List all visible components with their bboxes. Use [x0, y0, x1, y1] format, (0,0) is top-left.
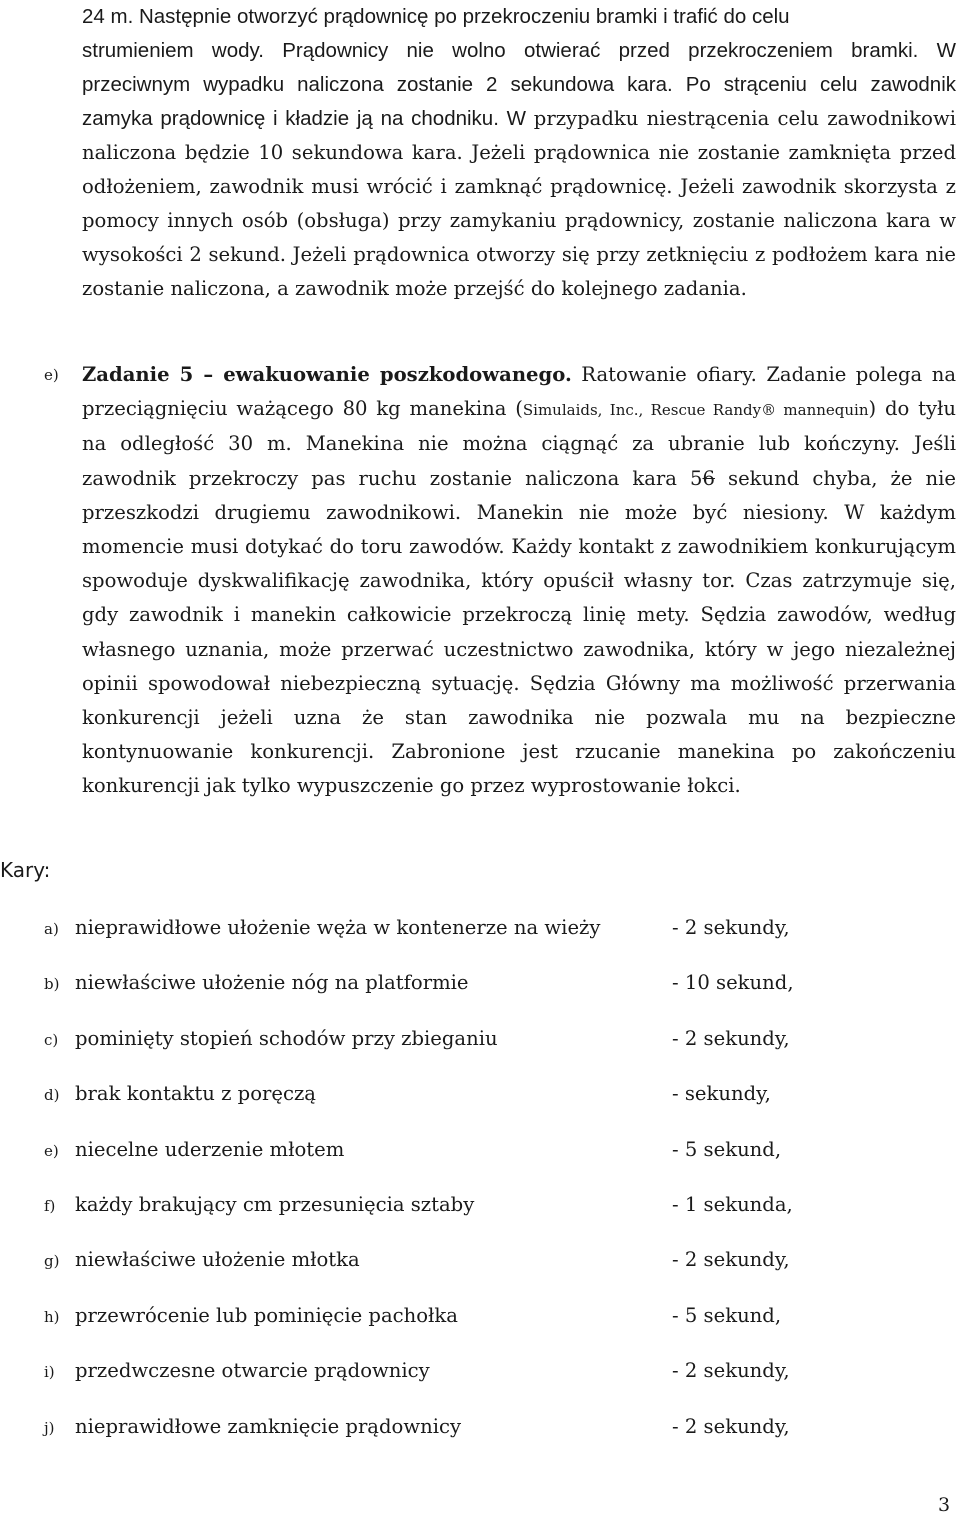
penalty-value: - sekundy, — [672, 1082, 771, 1106]
penalty-value: - 2 sekundy, — [672, 1359, 790, 1383]
penalty-text: nieprawidłowe zamknięcie prądownicy — [75, 1414, 462, 1438]
penalty-label: e) — [44, 1141, 59, 1160]
section-e-text-6: sekund chyba, że nie przeszkodzi drugiemu zawodnikowi. Manekin nie może być niesiony. W każdym momencie musi dotykać do toru zawodów. Każdy kontakt z zawodnikiem konkurującym spowoduje dyskwalifikację zawodnika, który opuścił własny tor. Czas zatrzymuje się, gdy zawodnik i manekin całkowicie przekroczą linię mety. Sędzia zawodów, według własnego uznania, może przerwać uczestnictwo zawodnika, który w jego niezależnej opinii spowodował niebezpieczną sytuację. Sędzia Główny ma możliwość przerwania konkurencji jeżeli uzna że stan zawodnika nie pozwala mu na bezpieczne kontynuowanie konkurencji. Zabronione jest rzucanie manekina po zakończeniu konkurencji jak tylko wypuszczenie go przez wyprostowanie łokci. — [82, 466, 956, 798]
penalty-text: każdy brakujący cm przesunięcia sztaby — [75, 1192, 475, 1216]
section-e-text-5: ) do tyłu na odległość 30 m. Manekina nie można ciągnąć za ubranie lub kończyny. Jeśli zawodnik przekroczy pas ruchu zostanie naliczona kara 5 — [82, 397, 956, 490]
section-e-text-1: Ratowanie ofiary. Zadanie polega na przeciągnięciu ważącego 80 kg manekina ( — [82, 363, 957, 421]
penalty-value: - 5 sekund, — [672, 1137, 782, 1161]
top-paragraph-line-1: 24 m. Następnie otworzyć prądownicę po przekroczeniu bramki i trafić do celu — [82, 5, 790, 28]
penalty-label: c) — [44, 1030, 59, 1049]
penalty-label: a) — [44, 920, 59, 938]
penalty-item — [44, 1299, 924, 1354]
penalty-item — [44, 1077, 924, 1132]
section-e-text-3: , Rescue Randy — [638, 401, 762, 420]
penalty-item — [44, 966, 924, 1021]
top-paragraph-text-serif: przypadku niestrącenia celu zawodnikowi naliczona będzie 10 sekundowa kara. Jeżeli prądownica nie zostanie zamknięta przed odłożeniem, zawodnik musi wrócić i zamknąć prądownicę. Jeżeli zawodnik skorzysta z pomocy innych osób (obsługa) przy zamykaniu prądownicy, zostanie naliczona kara w wysokości 2 sekund. Jeżeli prądownica otworzy się przy zetknięciu z podłożem kara nie zostanie naliczona, a zawodnik może przejść do kolejnego zadania. — [82, 107, 956, 300]
top-paragraph — [82, 0, 956, 306]
penalty-label: g) — [44, 1252, 60, 1271]
penalty-item — [44, 1354, 924, 1409]
penalty-label: f) — [44, 1196, 56, 1215]
penalty-text: niewłaściwe ułożenie nóg na platformie — [75, 971, 469, 995]
penalty-label: b) — [44, 975, 60, 994]
penalties-list — [44, 911, 924, 1465]
penalty-item — [44, 1243, 924, 1298]
penalty-item — [44, 1133, 924, 1188]
penalty-label: d) — [44, 1086, 60, 1105]
penalty-text: nieprawidłowe ułożenie węża w kontenerze na wieży — [75, 916, 601, 939]
penalty-item — [44, 1188, 924, 1243]
penalty-item — [44, 1022, 924, 1077]
section-e-title: Zadanie 5 – ewakuowanie poszkodowanego. — [82, 363, 572, 386]
penalty-value: - 2 sekundy, — [672, 1026, 790, 1050]
section-e-task-5 — [44, 358, 956, 804]
section-e-text-4: ® mannequin — [761, 401, 869, 420]
penalty-text: niecelne uderzenie młotem — [75, 1137, 345, 1161]
section-e-label: e) — [44, 366, 59, 384]
penalty-value: - 2 sekundy, — [672, 1248, 790, 1272]
penalty-value: - 2 sekundy, — [672, 1414, 790, 1438]
penalty-value: - 2 sekundy, — [672, 916, 790, 939]
penalty-value: - 1 sekunda, — [672, 1192, 793, 1216]
page-number: 3 — [938, 1494, 951, 1516]
penalty-label: h) — [44, 1307, 60, 1326]
penalty-label: i) — [44, 1363, 55, 1382]
penalty-label: j) — [44, 1418, 55, 1437]
penalty-text: brak kontaktu z poręczą — [75, 1082, 316, 1106]
section-e-text-2: Simulaids, Inc. — [522, 401, 639, 420]
penalty-value: - 10 sekund, — [672, 971, 794, 995]
top-paragraph-text-mono: strumieniem wody. Prądownicy nie wolno otwierać przed przekroczeniem bramki. W przeciwnym wypadku naliczona zostanie 2 sekundowa kara. Po strąceniu celu zawodnik zamyka prądownicę i kładzie ją na chodniku. W — [82, 39, 956, 130]
penalty-value: - 5 sekund, — [672, 1303, 782, 1327]
section-e-struck-digit: 6 — [702, 466, 715, 490]
penalty-text: przedwczesne otwarcie prądownicy — [75, 1359, 430, 1383]
penalty-text: pominięty stopień schodów przy zbieganiu — [75, 1026, 498, 1050]
penalty-text: niewłaściwe ułożenie młotka — [75, 1248, 360, 1272]
penalty-item — [44, 911, 924, 966]
penalty-text: przewrócenie lub pominięcie pachołka — [75, 1303, 458, 1327]
penalties-heading: Kary: — [0, 858, 51, 882]
section-e-body — [82, 358, 956, 804]
penalty-item — [44, 1410, 924, 1465]
